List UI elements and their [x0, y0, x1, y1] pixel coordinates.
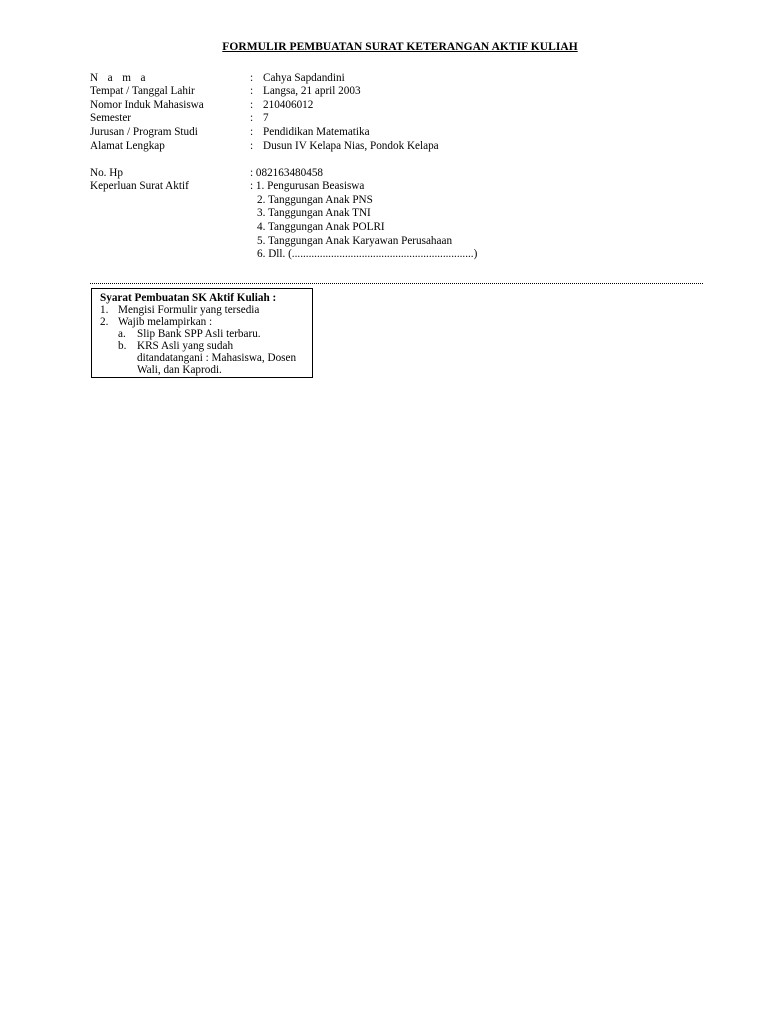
- field-colon: :: [250, 112, 254, 124]
- subrequirement-marker: b.: [118, 340, 127, 352]
- subrequirement-marker: a.: [118, 328, 126, 340]
- purpose-option: 5. Tanggungan Anak Karyawan Perusahaan: [257, 235, 453, 247]
- subrequirement-text: ditandatangani : Mahasiswa, Dosen: [137, 352, 297, 364]
- field-colon: :: [250, 126, 254, 138]
- field-label: Tempat / Tanggal Lahir: [90, 85, 195, 97]
- requirement-text: Wajib melampirkan :: [118, 316, 213, 328]
- field-colon: :: [250, 85, 254, 97]
- subrequirement-text: Slip Bank SPP Asli terbaru.: [137, 328, 261, 340]
- subrequirement-text: Wali, dan Kaprodi.: [137, 364, 222, 376]
- purpose-option: 2. Tanggungan Anak PNS: [257, 194, 373, 206]
- requirements-box: [91, 288, 313, 378]
- field-colon: :: [250, 99, 254, 111]
- field-colon: :: [250, 72, 254, 84]
- requirement-marker: 2.: [100, 316, 109, 328]
- field-colon: :: [250, 140, 254, 152]
- field-label: Alamat Lengkap: [90, 140, 165, 152]
- dotted-separator: [90, 283, 703, 284]
- field-label: Semester: [90, 112, 132, 124]
- requirement-marker: 1.: [100, 304, 109, 316]
- phone-label: No. Hp: [90, 167, 123, 179]
- requirements-title: Syarat Pembuatan SK Aktif Kuliah :: [100, 292, 277, 304]
- purpose-option: 3. Tanggungan Anak TNI: [257, 207, 371, 219]
- requirement-text: Mengisi Formulir yang tersedia: [118, 304, 260, 316]
- field-value: 210406012: [263, 99, 314, 111]
- phone-value: : 082163480458: [250, 167, 324, 179]
- field-label: Jurusan / Program Studi: [90, 126, 198, 138]
- subrequirement-text: KRS Asli yang sudah: [137, 340, 234, 352]
- field-value: Pendidikan Matematika: [263, 126, 370, 138]
- purpose-option: 6. Dll. (.................................................................): [257, 248, 478, 260]
- field-label: N a m a: [90, 72, 149, 84]
- purpose-option: 4. Tanggungan Anak POLRI: [257, 221, 385, 233]
- field-value: Langsa, 21 april 2003: [263, 85, 361, 97]
- field-label: Nomor Induk Mahasiswa: [90, 99, 204, 111]
- field-value: Cahya Sapdandini: [263, 72, 345, 84]
- field-value: Dusun IV Kelapa Nias, Pondok Kelapa: [263, 140, 439, 152]
- purpose-option: : 1. Pengurusan Beasiswa: [250, 180, 365, 192]
- purpose-label: Keperluan Surat Aktif: [90, 180, 189, 192]
- field-value: 7: [263, 112, 269, 124]
- form-title: FORMULIR PEMBUATAN SURAT KETERANGAN AKTIF KULIAH: [222, 41, 578, 53]
